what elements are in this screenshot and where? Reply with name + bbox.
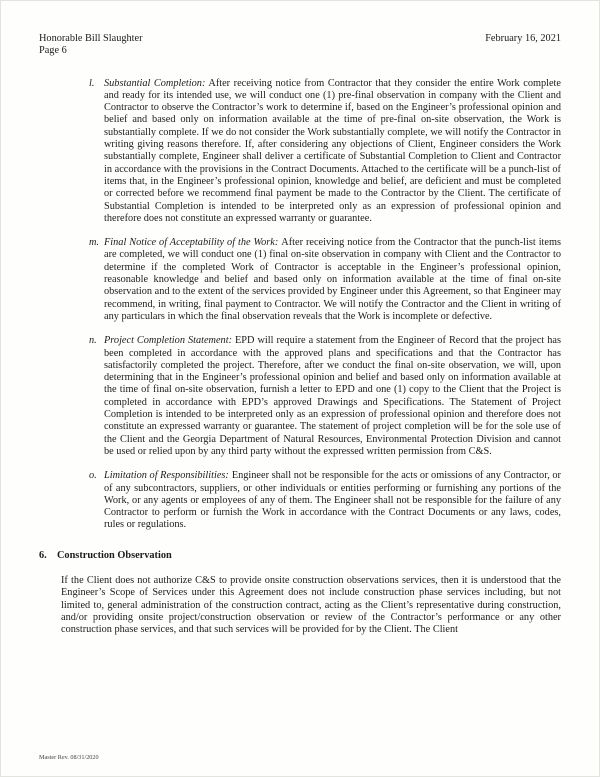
list-item-o (89, 470, 561, 531)
list-item-paragraph: Engineer shall not be responsible for the acts or omissions of any Contractor, or of any subcontractors, suppliers, or other individuals or entities performing or furnishing any portions of the Work, or any agents or employees of any of them. The Engineer shall not be responsible for the failure of any Contractor to perform or furnish the Work in accordance with the Contract Documents or any laws, codes, rules or regulations. (104, 470, 561, 531)
list-item-title: Substantial Completion: (104, 77, 206, 89)
list-item-m (89, 237, 561, 323)
list-item-text (104, 335, 561, 458)
page-header (39, 33, 561, 45)
section-title: Construction Observation (57, 549, 172, 561)
list-item-title: Final Notice of Acceptability of the Work: (104, 237, 279, 249)
section-paragraph: If the Client does not authorize C&S to provide onsite construction observations services, then it is understood that the Engineer’s Scope of Services under this Agreement does not include construction phase services including, but not limited to, general administration of the construction contract, acting as the Client’s representative during construction, and/or providing onsite project/construction observation or review of the Contractor’s performance or any other construction phase services, and that such services will be provided for by the Client. The Client (61, 574, 561, 636)
list-item-letter: m. (89, 237, 100, 249)
list-item-paragraph: After receiving notice from Contractor that they consider the entire Work complete and ready for its intended use, we will conduct one (1) pre-final observation in company with the Client and Contractor to observe the Contractor’s work to determine if, based on the Engineer’s professional opinion and belief and based only on information available at the time of pre-final on-site observation, the Work is substantially complete. If we do not consider the Work substantially complete, we will notify the Contractor in writing giving reasons therefore. If, after considering any objections of Client, Engineer considers the Work substantially complete, Engineer shall deliver a certificate of Substantial Completion to Client and Contractor in accordance with the provisions in the Contract Documents. Attached to the certificate will be a punch-list of items that, in the Engineer’s professional opinion, knowledge and belief, are deficient and must be completed or corrected before we recommend final payment be made to the Contractor by the Client. The certificate of Substantial Completion is intended to be interpreted only as an expression of professional opinion and therefore does not constitute an expressed warranty or guarantee. (104, 77, 561, 224)
section-number: 6. (39, 549, 47, 561)
page-number: Page 6 (39, 45, 67, 57)
recipient-name: Honorable Bill Slaughter (39, 33, 143, 44)
list-item-title: Project Completion Statement: (104, 335, 232, 347)
list-item-letter: n. (89, 335, 97, 347)
list-item-l (89, 78, 561, 226)
list-item-text (104, 78, 561, 226)
list-item-letter: o. (89, 470, 97, 482)
document-body (39, 78, 561, 637)
list-item-paragraph: After receiving notice from the Contractor that the punch-list items are completed, we will conduct one (1) final on-site observation in company with Client and the Contractor to determine if the completed Work of Contractor is acceptable in the Engineer’s professional opinion, reasonable knowledge and belief and based only on information available at the time of final on-site observation and to the extent of the services provided by Engineer under this Agreement, so that Engineer may recommend, in writing, final payment to Contractor. We will notify the Contractor and the Client in writing of any particulars in which the final observation reveals that the Work is incomplete or defective. (104, 237, 562, 322)
list-item-title: Limitation of Responsibilities: (104, 470, 229, 482)
section-heading (39, 550, 561, 562)
list-item-n (89, 335, 561, 458)
list-item-text (104, 237, 561, 323)
list-item-letter: l. (89, 77, 95, 89)
list-item-paragraph: EPD will require a statement from the Engineer of Record that the project has been completed in accordance with the approved plans and specifications and that the Contractor has satisfactorily completed the project. Therefore, after we conduct the final on-site observation, we will, upon determining that in the Engineer’s professional opinion and belief and based only on information available at the time of final on-site observation, furnish a letter to EPD and one (1) copy to the Client that the Project is completed in accordance with EPD’s approved Drawings and Specifications. The Statement of Project Completion is intended to be interpreted only as an expression of professional opinion and therefore does not constitute an expressed warranty or guarantee. The statement of project completion will be for the sole use of the Client and the Georgia Department of Natural Resources, Environmental Protection Division and cannot be used or relied upon by any third party without the expressed written permission from C&S. (104, 335, 561, 457)
document-date: February 16, 2021 (485, 33, 561, 44)
list-item-text (104, 470, 561, 531)
footer-revision: Master Rev. 08/31/2020 (39, 753, 99, 761)
